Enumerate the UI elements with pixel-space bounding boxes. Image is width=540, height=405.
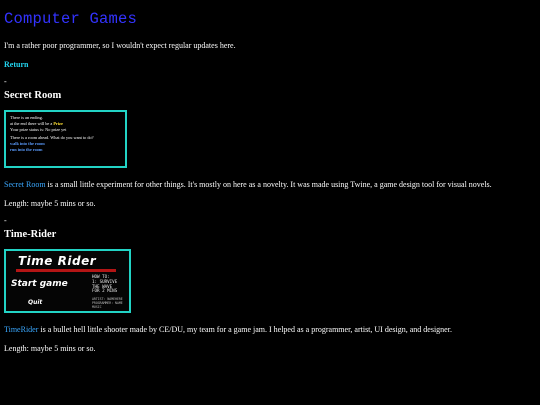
return-link[interactable]: Return (4, 60, 29, 69)
prize-word: Prize (53, 120, 63, 126)
thumb-howto: HOW TO: 1: SURVIVE THE WAVE FOR 2 MINS (92, 274, 118, 294)
thumb-line: There is an ending. (10, 115, 43, 120)
thumb-line: There is a room ahead. What do you want to do? (10, 135, 94, 141)
page-title: Computer Games (4, 10, 138, 28)
thumb-choice-walk: walk into the room (10, 141, 45, 147)
page-content (4, 9, 534, 354)
time-rider-heading: Time-Rider (4, 229, 57, 240)
time-rider-description (4, 324, 534, 335)
separator: - (4, 216, 7, 225)
thumb-line: Your prize status is: No prize yet (10, 126, 67, 132)
time-rider-logo: Time Rider (18, 254, 97, 268)
secret-room-description-text: is a small little experiment for other things. It's mostly on here as a novelty. It was made using Twine, a game design tool for visual novels. (45, 180, 492, 189)
time-rider-length: Length: maybe 5 mins or so. (4, 344, 96, 353)
secret-room-description (4, 179, 534, 190)
separator: - (4, 77, 7, 86)
thumb-start-game: Start game (11, 279, 68, 289)
secret-room-heading: Secret Room (4, 90, 62, 101)
time-rider-thumbnail[interactable] (4, 249, 131, 313)
time-rider-link[interactable]: TimeRider (4, 325, 39, 334)
thumb-quit: Quit (28, 299, 43, 306)
intro-text: I'm a rather poor programmer, so I wouldn't expect regular updates here. (4, 41, 236, 50)
thumb-credits: ARTIST: NAMEHERE PROGRAMMER: NAME MUSIC (92, 297, 123, 309)
secret-room-thumbnail[interactable] (4, 110, 127, 168)
time-rider-description-text: is a bullet hell little shooter made by CE/DU, my team for a game jam. I helped as a programmer, artist, UI design, and designer. (38, 325, 452, 334)
thumb-line-prefix: at the end there will be a (10, 120, 54, 126)
logo-underline (16, 269, 116, 272)
secret-room-length: Length: maybe 5 mins or so. (4, 199, 96, 208)
secret-room-link[interactable]: Secret Room (4, 180, 46, 189)
thumb-choice-run: run into the room (10, 146, 43, 152)
